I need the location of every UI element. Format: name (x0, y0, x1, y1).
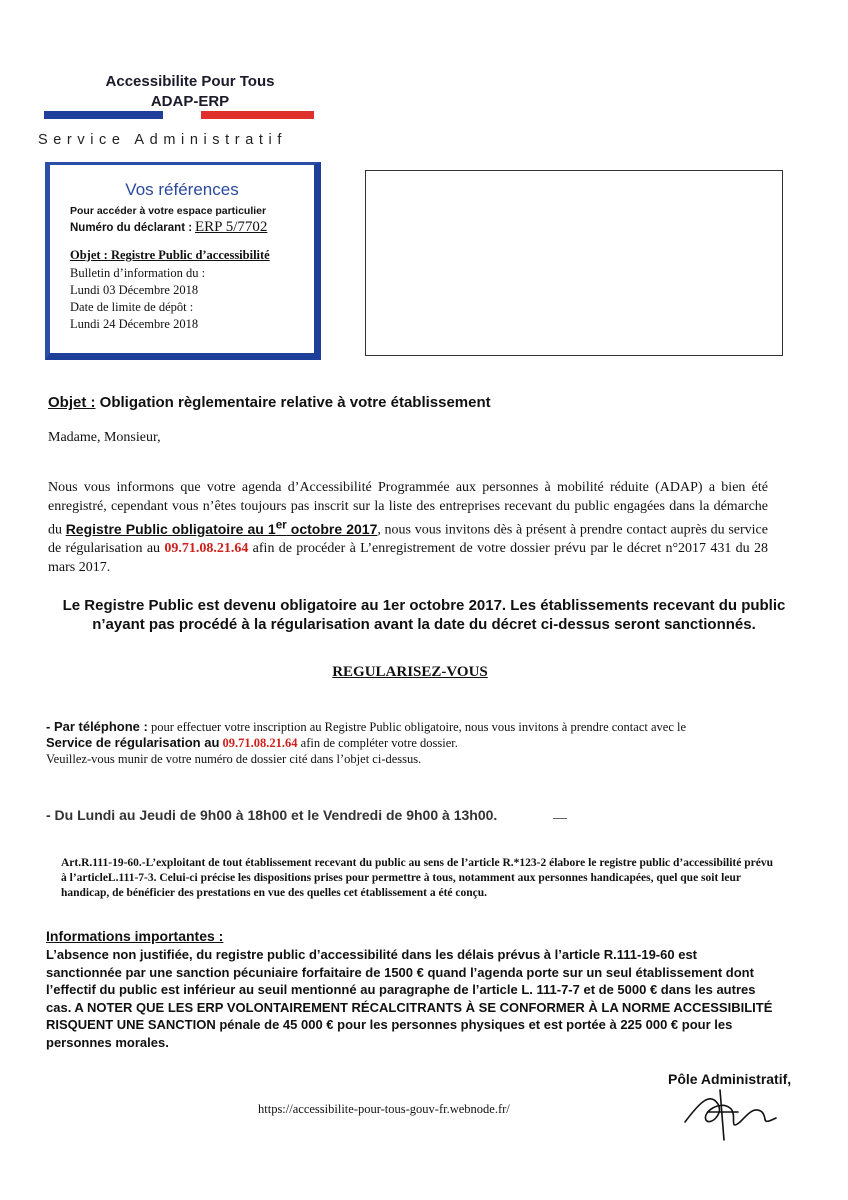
info-title: Informations importantes : (46, 928, 224, 944)
french-flag-bar (44, 111, 314, 119)
website-url[interactable]: https://accessibilite-pour-tous-gouv-fr.webnode.fr/ (258, 1102, 510, 1116)
warning-notice: Le Registre Public est devenu obligatoire au 1er octobre 2017. Les établissements recevant du public n’ayant pas procédé à la régularisation avant la date du décret ci-dessus seront sanctionnés. (62, 597, 786, 633)
service-label: Service de régularisation au (46, 735, 220, 750)
greeting: Madame, Monsieur, (48, 430, 161, 445)
subject-text: Obligation règlementaire relative à votre établissement (99, 394, 491, 411)
flag-blue (44, 111, 163, 119)
reference-line: Lundi 03 Décembre 2018 (70, 283, 199, 297)
signature-image (680, 1082, 790, 1142)
references-box (45, 162, 321, 360)
paragraph-text: afin de procéder à L’enregistrement de votre dossier prévu par le décret n°2017 431 du 28 mars 2017. (48, 541, 768, 575)
service-name: Service Administratif (38, 132, 287, 148)
declarant-number: ERP 5/7702 (195, 219, 268, 235)
phone-text: afin de compléter votre dossier. (297, 736, 458, 750)
letter-subject (48, 394, 491, 411)
legal-article: Art.R.111-19-60.-L’exploitant de tout établissement recevant du public au sens de l’article R.*123-2 élabore le registre public d’accessibilité prévu à l’articleL.111-7-3. Celui-ci précise les dispositions prises pour permettre à tous, notamment aux personnes handicapées, quel que soit leur handicap, de bénéficier des prestations en vue des quelles cet établissement a été conçu. (61, 857, 773, 899)
phone-bullet: - Par téléphone : (46, 719, 148, 734)
info-text: L’absence non justifiée, du registre public d’accessibilité dans les délais prévus à l’article R.111-19-60 est sanctionnée par une sanction pécuniaire forfaitaire de 1500 € quand l’agenda porte sur un seul établissement dont l’effectif du public est inférieur au seuil mentionné au paragraphe de l’article L. 111-7-7 et de 5000 € dans les autres cas. A NOTER QUE LES ERP VOLONTAIREMENT RÉCALCITRANTS À SE CONFORMER À LA NORME ACCESSIBILITÉ RISQUENT UNE SANCTION pénale de 45 000 € pour les personnes physiques et est portée à 225 000 € pour les personnes morales. (46, 947, 773, 1050)
opening-hours: - Du Lundi au Jeudi de 9h00 à 18h00 et le Vendredi de 9h00 à 13h00. (46, 807, 498, 823)
references-title: Vos références (125, 180, 239, 199)
divider (553, 818, 567, 819)
paragraph-text: Nous vous informons que votre agenda d’Accessibilité Programmée aux personnes à mobilité réduite (ADAP) a bien été enregistré, cependant vous n’êtes toujours pas inscrit sur la liste des entreprises recevant du public engagées dans la démarche du (48, 480, 768, 538)
signatory: Pôle Administratif, (668, 1071, 792, 1087)
access-text: Pour accéder à votre espace particulier (70, 205, 267, 217)
registre-emphasis (65, 518, 378, 537)
phone-text: pour effectuer votre inscription au Registre Public obligatoire, nous vous invitons à prendre contact avec le (147, 720, 687, 734)
regularisez-heading: REGULARISEZ-VOUS (332, 664, 488, 680)
organization-subtitle: ADAP-ERP (150, 93, 230, 110)
reference-line: Bulletin d’information du : (70, 266, 206, 280)
phone-text: Veuillez-vous munir de votre numéro de dossier cité dans l’objet ci-dessus. (46, 752, 422, 766)
reference-line: Lundi 24 Décembre 2018 (70, 317, 199, 331)
flag-red (201, 111, 314, 119)
phone-section (46, 719, 786, 767)
registre-end: octobre 2017 (286, 520, 378, 537)
reference-line: Date de limite de dépôt : (70, 300, 194, 314)
organization-title: Accessibilite Pour Tous (105, 73, 275, 90)
reference-object: Objet : Registre Public d’accessibilité (70, 248, 270, 262)
intro-paragraph (48, 479, 768, 577)
registre-sup: er (275, 518, 287, 531)
registre-text: Registre Public obligatoire au 1 (65, 520, 276, 537)
phone-number: 09.71.08.21.64 (222, 736, 298, 750)
declarant-label: Numéro du déclarant : (70, 222, 193, 234)
flag-white (163, 111, 201, 119)
subject-label: Objet : (48, 394, 96, 411)
phone-number: 09.71.08.21.64 (164, 541, 249, 557)
address-window (365, 170, 783, 356)
paragraph-text: , nous vous invitons dès à présent à prendre contact auprès du service de régularisation au (48, 522, 768, 557)
